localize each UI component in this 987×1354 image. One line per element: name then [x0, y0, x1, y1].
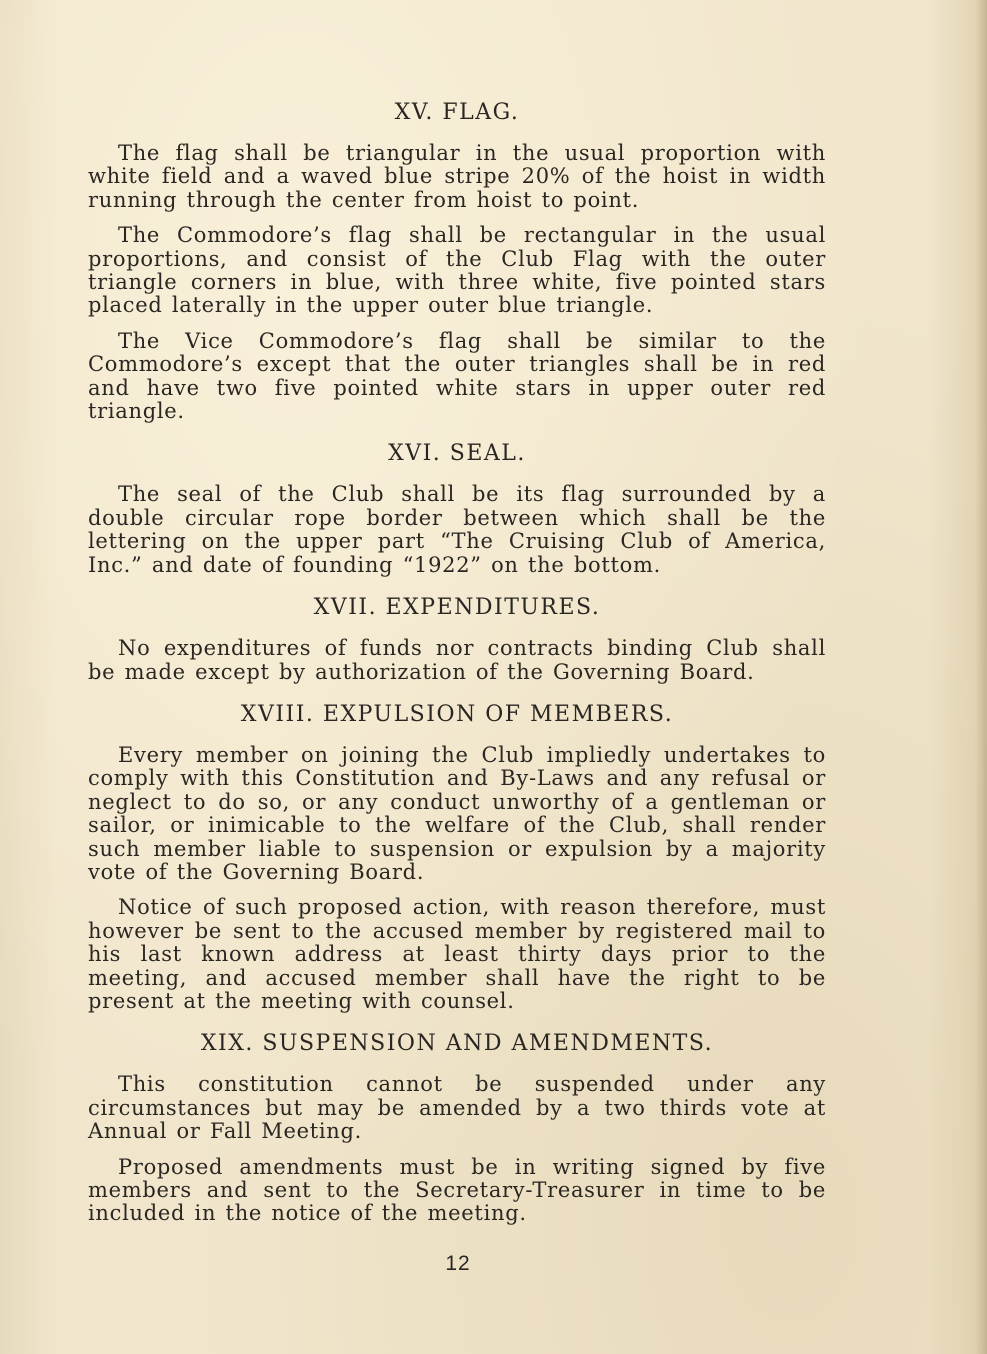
paragraph: The Vice Commodore’s flag shall be similar to the Commodore’s except that the outer triangles shall be in red and have two five pointed white stars in upper outer red triangle. [88, 328, 826, 424]
page-edge-shadow [975, 0, 987, 1354]
page-number: 12 [445, 1252, 471, 1275]
paragraph: Notice of such proposed action, with reason therefore, must however be sent to the accused member by registered mail to his last known address at least thirty days prior to the meeting, and accused member shall have the right to be present at the meeting with counsel. [88, 895, 826, 1013]
section-heading: XVII. EXPENDITURES. [313, 595, 601, 621]
paragraph: The seal of the Club shall be its flag surrounded by a double circular rope border between which shall be the lettering on the upper part “The Cruising Club of America, Inc.” and date of founding “1922” on the bottom. [88, 482, 826, 577]
paragraph: The flag shall be triangular in the usual proportion with white field and a waved blue stripe 20% of the hoist in width running through the center from hoist to point. [88, 141, 826, 212]
section-seal [88, 439, 826, 577]
section-heading: XVI. SEAL. [388, 441, 526, 467]
paragraph: Proposed amendments must be in writing signed by five members and sent to the Secretary-Treasurer in time to be included in the notice of the meeting. [88, 1154, 826, 1226]
section-expulsion [88, 700, 826, 1013]
section-heading: XV. FLAG. [394, 100, 520, 125]
paragraph: Every member on joining the Club impliedly undertakes to comply with this Constitution and By-Laws and any refusal or neglect to do so, or any conduct unworthy of a gentleman or sailor, or inimicable to the welfare of the Club, shall render such member liable to suspension or expulsion by a majority vote of the Governing Board. [88, 742, 826, 884]
section-suspension-amendments [88, 1029, 826, 1225]
section-heading: XIX. SUSPENSION AND AMENDMENTS. [200, 1031, 714, 1057]
paragraph: The Commodore’s flag shall be rectangular in the usual proportions, and consist of the Club Flag with the outer triangle corners in blue, with three white, five pointed stars placed laterally in the upper outer blue triangle. [88, 223, 826, 318]
paragraph: No expenditures of funds nor contracts binding Club shall be made except by authorization of the Governing Board. [88, 636, 826, 684]
document-page [88, 98, 826, 1226]
section-flag [88, 98, 826, 423]
section-expenditures [88, 593, 826, 684]
paragraph: This constitution cannot be suspended under any circumstances but may be amended by a two thirds vote at Annual or Fall Meeting. [88, 1072, 826, 1144]
section-heading: XVIII. EXPULSION OF MEMBERS. [240, 701, 674, 727]
